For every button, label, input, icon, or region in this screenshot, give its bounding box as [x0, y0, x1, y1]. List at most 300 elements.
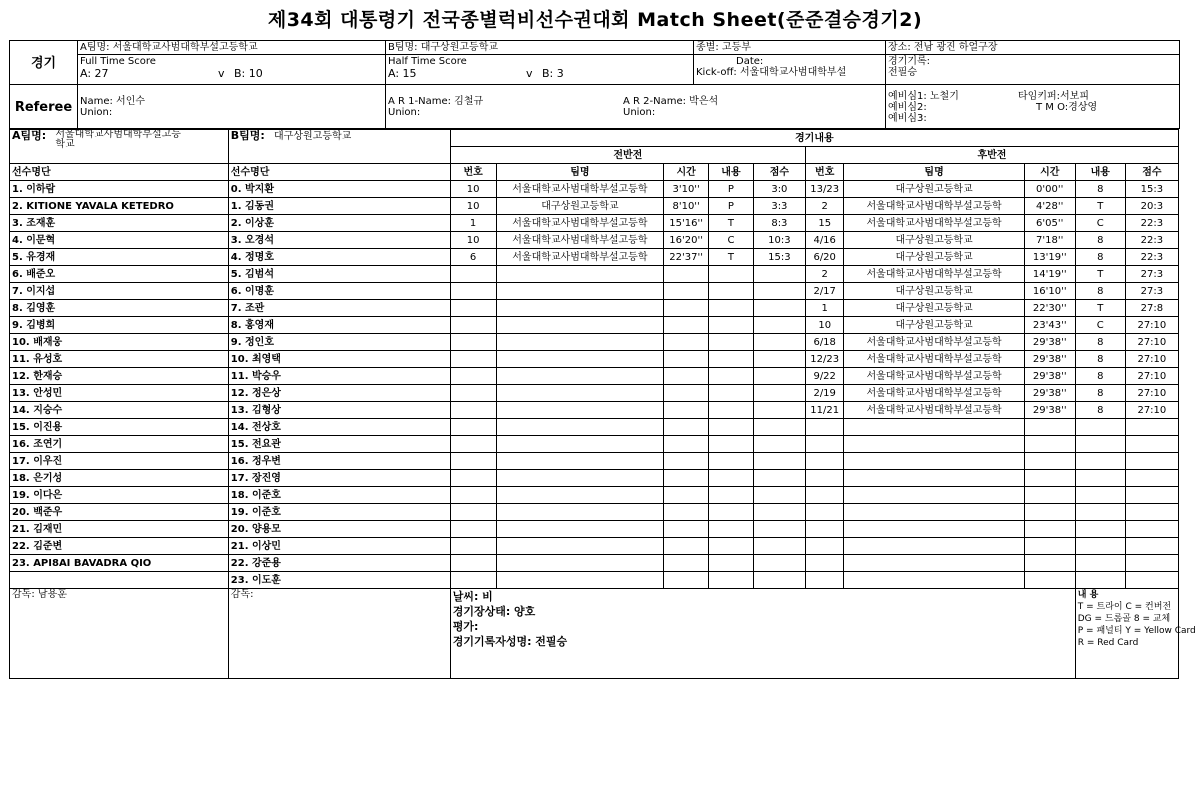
first-half-team [496, 419, 664, 436]
player-a: 10. 배재웅 [10, 334, 229, 351]
first-half-team [496, 538, 664, 555]
timekeeper: 타임키퍼:서보피 [1018, 90, 1089, 102]
second-half-score: 27:10 [1125, 317, 1178, 334]
first-half-content [709, 266, 754, 283]
ground-condition: 경기장상태: 양호 [452, 605, 536, 618]
first-half-content [709, 470, 754, 487]
player-a: 1. 이하람 [10, 181, 229, 198]
first-half-score [753, 572, 805, 589]
page-title: 제34회 대통령기 전국종별럭비선수권대회 Match Sheet(준준결승경기2) [267, 9, 923, 31]
first-half-time [664, 538, 709, 555]
second-half-no [805, 419, 844, 436]
second-half-team: 서울대학교사범대학부설고등학 [844, 402, 1024, 419]
second-half-content: 8 [1075, 232, 1125, 249]
first-half-content [709, 317, 754, 334]
second-half-time: 13'19'' [1024, 249, 1075, 266]
first-half-score: 3:3 [753, 198, 805, 215]
first-half-team [496, 368, 664, 385]
second-half-no [805, 436, 844, 453]
weather: 날씨: 비 [452, 590, 493, 603]
first-half-team: 서울대학교사범대학부설고등학 [496, 249, 664, 266]
second-half-score: 22:3 [1125, 232, 1178, 249]
first-half-score [753, 436, 805, 453]
second-half-team [844, 504, 1024, 521]
second-half-score [1125, 572, 1178, 589]
first-half-time [664, 368, 709, 385]
first-half-content [709, 436, 754, 453]
first-half-content [709, 521, 754, 538]
second-half-content: 8 [1075, 351, 1125, 368]
table-row [10, 385, 1179, 402]
col-no-first: 번호 [450, 164, 496, 181]
reserve-3: 예비심3: [888, 112, 927, 124]
first-half-score: 10:3 [753, 232, 805, 249]
first-half-no [450, 521, 496, 538]
first-half-team [496, 300, 664, 317]
first-half-score [753, 453, 805, 470]
date: Date: [736, 56, 764, 67]
half-time-label: Half Time Score [388, 56, 467, 67]
second-half-score [1125, 555, 1178, 572]
second-half-content [1075, 470, 1125, 487]
second-half-score: 27:3 [1125, 266, 1178, 283]
player-a: 23. API8AI BAVADRA QIO [10, 555, 229, 572]
table-row [10, 487, 1179, 504]
player-b: 3. 오경석 [228, 232, 450, 249]
first-half-no [450, 504, 496, 521]
second-half-time: 29'38'' [1024, 351, 1075, 368]
first-half-content [709, 334, 754, 351]
second-half-no: 2/17 [805, 283, 844, 300]
second-half-score [1125, 538, 1178, 555]
first-half-no: 10 [450, 181, 496, 198]
second-half-score [1125, 521, 1178, 538]
second-half-team [844, 555, 1024, 572]
first-half-score [753, 317, 805, 334]
second-half-no [805, 504, 844, 521]
second-half-team [844, 538, 1024, 555]
table-row [10, 453, 1179, 470]
first-half-content [709, 572, 754, 589]
first-half-team: 서울대학교사범대학부설고등학 [496, 215, 664, 232]
second-half-team: 서울대학교사범대학부설고등학 [844, 334, 1024, 351]
first-half-time [664, 419, 709, 436]
first-half-score [753, 521, 805, 538]
second-half-time: 29'38'' [1024, 385, 1075, 402]
second-half-no [805, 572, 844, 589]
player-b: 18. 이준호 [228, 487, 450, 504]
second-half-content: C [1075, 215, 1125, 232]
full-score-b: B: 10 [234, 67, 263, 80]
ar1 [386, 96, 621, 118]
second-half-score [1125, 487, 1178, 504]
second-half-team: 대구상원고등학교 [844, 283, 1024, 300]
first-half-team: 서울대학교사범대학부설고등학 [496, 232, 664, 249]
second-half-score: 27:8 [1125, 300, 1178, 317]
second-half-no: 9/22 [805, 368, 844, 385]
first-half-team [496, 266, 664, 283]
first-half-no [450, 402, 496, 419]
legend-line-4: R = Red Card [1077, 638, 1139, 648]
first-half-team: 서울대학교사범대학부설고등학 [496, 181, 664, 198]
second-half-no: 1 [805, 300, 844, 317]
player-a: 6. 배준오 [10, 266, 229, 283]
first-half-score [753, 300, 805, 317]
second-half-team [844, 487, 1024, 504]
referee-union: Union: [80, 107, 113, 118]
first-half-time [664, 572, 709, 589]
second-half-no: 2 [805, 266, 844, 283]
second-half-time: 4'28'' [1024, 198, 1075, 215]
table-row [10, 215, 1179, 232]
first-half-time [664, 521, 709, 538]
first-half-team [496, 385, 664, 402]
player-a: 11. 유성호 [10, 351, 229, 368]
second-half-team: 서울대학교사범대학부설고등학 [844, 351, 1024, 368]
first-half-content: T [709, 215, 754, 232]
first-half-team [496, 555, 664, 572]
second-half-score: 27:3 [1125, 283, 1178, 300]
second-half-content [1075, 436, 1125, 453]
second-half-time: 14'19'' [1024, 266, 1075, 283]
roster-header-a: 선수명단 [10, 164, 229, 181]
team-a-title [10, 130, 229, 164]
first-half-content [709, 368, 754, 385]
team-b-name: 대구상원고등학교 [274, 131, 352, 142]
second-half-score: 27:10 [1125, 402, 1178, 419]
first-half-title: 전반전 [450, 147, 805, 164]
second-half-score [1125, 453, 1178, 470]
first-half-no [450, 453, 496, 470]
table-row [10, 266, 1179, 283]
tmo: T M O:경상영 [1036, 101, 1098, 113]
first-half-score [753, 555, 805, 572]
second-half-team: 대구상원고등학교 [844, 317, 1024, 334]
first-half-time: 15'16'' [664, 215, 709, 232]
player-a: 4. 이문혁 [10, 232, 229, 249]
player-b: 2. 이상훈 [228, 215, 450, 232]
first-half-time [664, 453, 709, 470]
first-half-score: 15:3 [753, 249, 805, 266]
table-row [10, 504, 1179, 521]
second-half-score: 22:3 [1125, 249, 1178, 266]
referee-cell [78, 85, 386, 129]
player-a: 2. KITIONE YAVALA KETEDRO [10, 198, 229, 215]
first-half-time [664, 283, 709, 300]
first-half-time [664, 504, 709, 521]
table-row [10, 317, 1179, 334]
first-half-content [709, 385, 754, 402]
col-score-first: 점수 [753, 164, 805, 181]
team-a-header: A팀명: 서울대학교사범대학부설고등학교 [78, 41, 386, 55]
first-half-content [709, 283, 754, 300]
player-b: 23. 이도훈 [228, 572, 450, 589]
first-half-no [450, 555, 496, 572]
second-half-time [1024, 419, 1075, 436]
table-row [10, 181, 1179, 198]
second-half-time: 23'43'' [1024, 317, 1075, 334]
first-half-time [664, 300, 709, 317]
first-half-no: 10 [450, 198, 496, 215]
table-row [10, 334, 1179, 351]
legend-cell [1075, 589, 1196, 679]
reserve-2: 예비심2: [888, 101, 927, 113]
second-half-score [1125, 504, 1178, 521]
first-half-team: 대구상원고등학교 [496, 198, 664, 215]
second-half-no: 6/20 [805, 249, 844, 266]
match-body-table [9, 129, 1196, 679]
first-half-no [450, 419, 496, 436]
second-half-title: 후반전 [805, 147, 1178, 164]
first-half-no [450, 317, 496, 334]
second-half-time [1024, 555, 1075, 572]
first-half-content: T [709, 249, 754, 266]
legend-title: 내 용 [1077, 590, 1099, 600]
second-half-no [805, 487, 844, 504]
second-half-team: 서울대학교사범대학부설고등학 [844, 266, 1024, 283]
first-half-no [450, 351, 496, 368]
ar1-name: A R 1-Name: 김철규 [388, 95, 484, 107]
second-half-no: 10 [805, 317, 844, 334]
full-time-score [78, 55, 386, 85]
full-score-v: v [218, 67, 225, 80]
col-time-second: 시간 [1024, 164, 1075, 181]
player-a: 15. 이진용 [10, 419, 229, 436]
player-a: 16. 조연기 [10, 436, 229, 453]
second-half-no: 2 [805, 198, 844, 215]
second-half-no: 11/21 [805, 402, 844, 419]
second-half-content: 8 [1075, 249, 1125, 266]
first-half-time [664, 402, 709, 419]
first-half-content: P [709, 181, 754, 198]
table-row [10, 283, 1179, 300]
player-b: 8. 홍영재 [228, 317, 450, 334]
referee-label: Referee [10, 85, 78, 129]
full-score-a: A: 27 [80, 67, 109, 80]
first-half-score: 3:0 [753, 181, 805, 198]
table-row [10, 538, 1179, 555]
second-half-team: 서울대학교사범대학부설고등학 [844, 198, 1024, 215]
first-half-no [450, 368, 496, 385]
col-score-second: 점수 [1125, 164, 1178, 181]
player-a: 20. 백준우 [10, 504, 229, 521]
player-b: 0. 박지환 [228, 181, 450, 198]
team-b-title [228, 130, 450, 164]
table-row [10, 555, 1179, 572]
second-half-content [1075, 453, 1125, 470]
player-a [10, 572, 229, 589]
table-row [10, 521, 1179, 538]
first-half-score [753, 470, 805, 487]
second-half-time [1024, 487, 1075, 504]
second-half-time: 29'38'' [1024, 402, 1075, 419]
player-b: 5. 김범석 [228, 266, 450, 283]
player-a: 18. 은기성 [10, 470, 229, 487]
first-half-team [496, 521, 664, 538]
first-half-content [709, 453, 754, 470]
first-half-score [753, 504, 805, 521]
player-a: 12. 한재승 [10, 368, 229, 385]
ar2-name: A R 2-Name: 박은석 [623, 95, 719, 107]
second-half-team [844, 572, 1024, 589]
second-half-no: 15 [805, 215, 844, 232]
first-half-team [496, 402, 664, 419]
second-half-team [844, 521, 1024, 538]
first-half-time [664, 555, 709, 572]
second-half-content [1075, 419, 1125, 436]
record-label: 경기기록: [888, 56, 931, 67]
first-half-no: 1 [450, 215, 496, 232]
team-b-header: B팀명: 대구상원고등학교 [386, 41, 694, 55]
second-half-content: 8 [1075, 402, 1125, 419]
second-half-no: 4/16 [805, 232, 844, 249]
second-half-time [1024, 538, 1075, 555]
first-half-team [496, 317, 664, 334]
first-half-score [753, 538, 805, 555]
conditions-cell [450, 589, 1075, 679]
second-half-time: 22'30'' [1024, 300, 1075, 317]
first-half-team [496, 334, 664, 351]
table-row [10, 572, 1179, 589]
second-half-time: 16'10'' [1024, 283, 1075, 300]
table-row [10, 470, 1179, 487]
table-row [10, 249, 1179, 266]
first-half-time: 16'20'' [664, 232, 709, 249]
second-half-time [1024, 572, 1075, 589]
col-time-first: 시간 [664, 164, 709, 181]
roster-header-b: 선수명단 [228, 164, 450, 181]
second-half-content: 8 [1075, 385, 1125, 402]
second-half-no: 2/19 [805, 385, 844, 402]
player-b: 10. 최영택 [228, 351, 450, 368]
half-score-b: B: 3 [542, 67, 564, 80]
table-row [10, 436, 1179, 453]
first-half-score [753, 368, 805, 385]
second-half-content: 8 [1075, 181, 1125, 198]
first-half-team [496, 572, 664, 589]
table-row [10, 198, 1179, 215]
second-half-no [805, 555, 844, 572]
second-half-team [844, 436, 1024, 453]
first-half-score [753, 419, 805, 436]
first-half-no: 6 [450, 249, 496, 266]
first-half-score [753, 487, 805, 504]
first-half-time [664, 487, 709, 504]
first-half-no [450, 300, 496, 317]
second-half-team: 대구상원고등학교 [844, 249, 1024, 266]
second-half-time [1024, 453, 1075, 470]
table-row [10, 402, 1179, 419]
first-half-no [450, 385, 496, 402]
second-half-team: 서울대학교사범대학부설고등학 [844, 215, 1024, 232]
second-half-content: 8 [1075, 368, 1125, 385]
second-half-content [1075, 521, 1125, 538]
first-half-no [450, 283, 496, 300]
second-half-content: C [1075, 317, 1125, 334]
second-half-time [1024, 504, 1075, 521]
second-half-no [805, 538, 844, 555]
player-a: 5. 유경재 [10, 249, 229, 266]
game-label: 경기 [10, 41, 78, 85]
second-half-content: 8 [1075, 334, 1125, 351]
second-half-score [1125, 419, 1178, 436]
player-b: 7. 조관 [228, 300, 450, 317]
first-half-team [496, 470, 664, 487]
player-b: 21. 이상민 [228, 538, 450, 555]
second-half-content [1075, 555, 1125, 572]
first-half-time [664, 317, 709, 334]
first-half-no [450, 334, 496, 351]
player-a: 22. 김준변 [10, 538, 229, 555]
second-half-no [805, 521, 844, 538]
first-half-content [709, 504, 754, 521]
second-half-score: 27:10 [1125, 334, 1178, 351]
player-b: 16. 정우변 [228, 453, 450, 470]
second-half-content: 8 [1075, 283, 1125, 300]
second-half-content [1075, 504, 1125, 521]
first-half-time [664, 266, 709, 283]
second-half-score: 27:10 [1125, 351, 1178, 368]
team-b-label: B팀명: [230, 129, 265, 142]
second-half-time: 29'38'' [1024, 368, 1075, 385]
first-half-content: C [709, 232, 754, 249]
record-name: 전필승 [888, 67, 917, 78]
first-half-no [450, 487, 496, 504]
first-half-score [753, 402, 805, 419]
legend-line-3: P = 패널티 Y = Yellow Card [1077, 626, 1196, 636]
first-half-score [753, 266, 805, 283]
legend-line-1: T = 트라이 C = 컨버전 [1077, 602, 1172, 612]
second-half-score: 27:10 [1125, 368, 1178, 385]
second-half-time: 29'38'' [1024, 334, 1075, 351]
first-half-no: 10 [450, 232, 496, 249]
reserve-cell [886, 85, 1180, 129]
recorder: 경기기록자성명: 전필승 [452, 635, 568, 648]
player-b: 4. 정명호 [228, 249, 450, 266]
first-half-team [496, 351, 664, 368]
table-row [10, 300, 1179, 317]
player-b: 1. 김동권 [228, 198, 450, 215]
player-b: 15. 전요관 [228, 436, 450, 453]
first-half-no [450, 470, 496, 487]
coach-b: 감독: [228, 589, 450, 679]
coach-a: 감독: 남용훈 [10, 589, 229, 679]
second-half-content [1075, 572, 1125, 589]
first-half-score [753, 334, 805, 351]
player-b: 19. 이준호 [228, 504, 450, 521]
first-half-time: 8'10'' [664, 198, 709, 215]
table-row [10, 368, 1179, 385]
first-half-no [450, 266, 496, 283]
first-half-content [709, 300, 754, 317]
first-half-score [753, 351, 805, 368]
player-a: 17. 이우진 [10, 453, 229, 470]
match-header-table [9, 40, 1180, 129]
col-content-second: 내용 [1075, 164, 1125, 181]
second-half-content: T [1075, 266, 1125, 283]
player-b: 6. 이명훈 [228, 283, 450, 300]
first-half-team [496, 453, 664, 470]
half-score-a: A: 15 [388, 67, 417, 80]
col-team-second: 팀명 [844, 164, 1024, 181]
game-content-title: 경기내용 [450, 130, 1178, 147]
second-half-time: 7'18'' [1024, 232, 1075, 249]
evaluation: 평가: [452, 620, 479, 633]
col-content-first: 내용 [709, 164, 754, 181]
first-half-content: P [709, 198, 754, 215]
second-half-team [844, 419, 1024, 436]
second-half-team: 서울대학교사범대학부설고등학 [844, 368, 1024, 385]
